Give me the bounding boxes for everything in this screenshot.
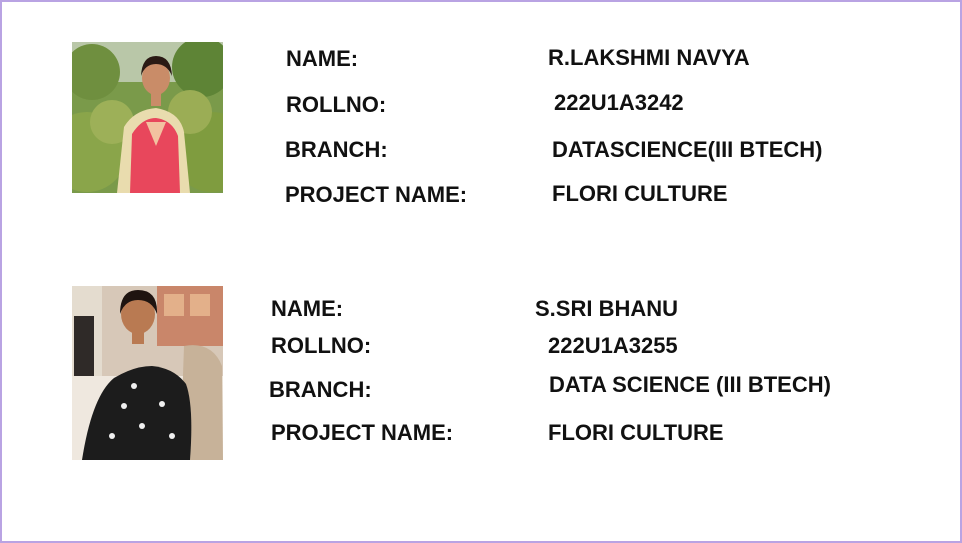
student-2-branch-value: DATA SCIENCE (III BTECH)	[549, 372, 831, 397]
student-2-name-value: S.SRI BHANU	[535, 296, 679, 321]
student-2-project-value: FLORI CULTURE	[548, 420, 724, 445]
student-1-photo	[72, 42, 223, 193]
student-1-branch-value: DATASCIENCE(III BTECH)	[552, 137, 823, 162]
student-2-project-label: PROJECT NAME:	[271, 420, 454, 445]
student-1-project-label: PROJECT NAME:	[285, 182, 468, 207]
person-photo-icon	[72, 42, 223, 193]
person-photo-icon	[72, 286, 223, 460]
student-2-photo	[72, 286, 223, 460]
student-2-rollno-value: 222U1A3255	[548, 333, 678, 358]
student-1-rollno-label: ROLLNO:	[286, 92, 387, 117]
student-1-name-label: NAME:	[286, 46, 359, 71]
student-1-name-value: R.LAKSHMI NAVYA	[548, 45, 750, 70]
student-2-rollno-label: ROLLNO:	[271, 333, 372, 358]
student-2-name-label: NAME:	[271, 296, 344, 321]
student-2-branch-label: BRANCH:	[269, 377, 372, 402]
student-1-rollno-value: 222U1A3242	[554, 90, 684, 115]
student-1-project-value: FLORI CULTURE	[552, 181, 728, 206]
student-1-branch-label: BRANCH:	[285, 137, 388, 162]
